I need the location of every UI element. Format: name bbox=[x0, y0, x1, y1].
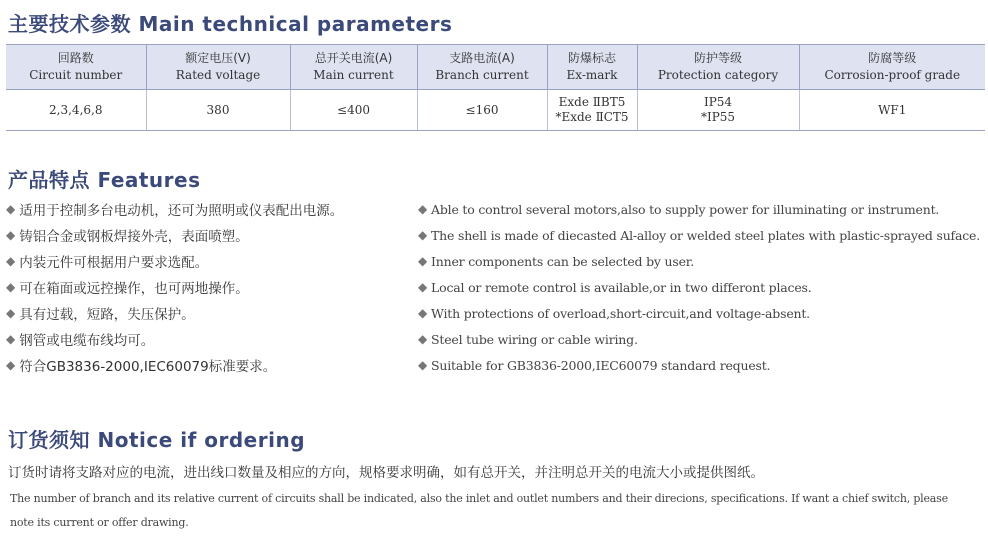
table-header-row bbox=[6, 45, 985, 90]
features-list-en bbox=[418, 196, 980, 378]
features-section-title: 产品特点 Features bbox=[8, 168, 201, 192]
notice-text-en: The number of branch and its relative current of circuits shall be indicated, also the inlet and outlet numbers and their direcions, specifications. If want a chief switch, please note its current or offer drawing. bbox=[10, 492, 948, 529]
header-ex-mark: 防爆标志 Ex-mark bbox=[547, 45, 637, 90]
header-circuit-number: 回路数 Circuit number bbox=[6, 45, 146, 90]
diamond-bullet-icon: ◆ bbox=[418, 228, 428, 242]
cell-voltage: 380 bbox=[146, 90, 290, 131]
list-item: ◆ Able to control several motors,also to supply power for illuminating or instrument. bbox=[418, 201, 940, 217]
diamond-bullet-icon: ◆ bbox=[6, 280, 16, 294]
params-section-title: 主要技术参数 Main technical parameters bbox=[8, 12, 453, 36]
header-branch-current: 支路电流(A) Branch current bbox=[417, 45, 547, 90]
diamond-bullet-icon: ◆ bbox=[418, 306, 428, 320]
list-item: ◆ Steel tube wiring or cable wiring. bbox=[418, 331, 638, 347]
list-item: ◆ 铸铝合金或钢板焊接外壳，表面喷塑。 bbox=[6, 228, 249, 245]
diamond-bullet-icon: ◆ bbox=[6, 358, 16, 372]
diamond-bullet-icon: ◆ bbox=[418, 332, 428, 346]
header-protection-category: 防护等级 Protection category bbox=[637, 45, 799, 90]
cell-corrosion: WF1 bbox=[799, 90, 985, 131]
header-corrosion-grade: 防腐等级 Corrosion-proof grade bbox=[799, 45, 985, 90]
list-item: ◆ With protections of overload,short-circuit,and voltage-absent. bbox=[418, 305, 810, 321]
diamond-bullet-icon: ◆ bbox=[6, 254, 16, 268]
diamond-bullet-icon: ◆ bbox=[6, 306, 16, 320]
diamond-bullet-icon: ◆ bbox=[418, 202, 428, 216]
notice-section-title: 订货须知 Notice if ordering bbox=[8, 428, 306, 452]
cell-ex-mark: Exde ⅡBT5 *Exde ⅡCT5 bbox=[547, 90, 637, 131]
list-item: ◆ 可在箱面或远控操作，也可两地操作。 bbox=[6, 280, 249, 297]
diamond-bullet-icon: ◆ bbox=[418, 280, 428, 294]
diamond-bullet-icon: ◆ bbox=[6, 202, 16, 216]
notice-text-zh: 订货时请将支路对应的电流，进出线口数量及相应的方向，规格要求明确，如有总开关，并注明总开关的电流大小或提供图纸。 bbox=[8, 465, 764, 481]
cell-circuits: 2,3,4,6,8 bbox=[6, 90, 146, 131]
list-item: ◆ Inner components can be selected by user. bbox=[418, 253, 694, 269]
header-main-current: 总开关电流(A) Main current bbox=[290, 45, 417, 90]
list-item: ◆ Suitable for GB3836-2000,IEC60079 standard request. bbox=[418, 357, 771, 373]
table-row bbox=[6, 90, 985, 131]
list-item: ◆ The shell is made of diecasted Al-alloy or welded steel plates with plastic-sprayed suface. bbox=[418, 227, 980, 243]
diamond-bullet-icon: ◆ bbox=[418, 358, 428, 372]
main-parameters-table bbox=[6, 44, 985, 131]
list-item: ◆ 适用于控制多台电动机，还可为照明或仪表配出电源。 bbox=[6, 202, 344, 219]
features-list-zh bbox=[6, 196, 343, 378]
header-rated-voltage: 额定电压(V) Rated voltage bbox=[146, 45, 290, 90]
diamond-bullet-icon: ◆ bbox=[418, 254, 428, 268]
cell-branch-current: ≤160 bbox=[417, 90, 547, 131]
list-item: ◆ 钢管或电缆布线均可。 bbox=[6, 332, 155, 349]
diamond-bullet-icon: ◆ bbox=[6, 228, 16, 242]
list-item: ◆ Local or remote control is available,or in two differont places. bbox=[418, 279, 812, 295]
list-item: ◆ 符合GB3836-2000,IEC60079标准要求。 bbox=[6, 358, 277, 375]
list-item: ◆ 内装元件可根据用户要求选配。 bbox=[6, 254, 209, 271]
list-item: ◆ 具有过载，短路，失压保护。 bbox=[6, 306, 195, 323]
cell-protection: IP54 *IP55 bbox=[637, 90, 799, 131]
cell-main-current: ≤400 bbox=[290, 90, 417, 131]
diamond-bullet-icon: ◆ bbox=[6, 332, 16, 346]
